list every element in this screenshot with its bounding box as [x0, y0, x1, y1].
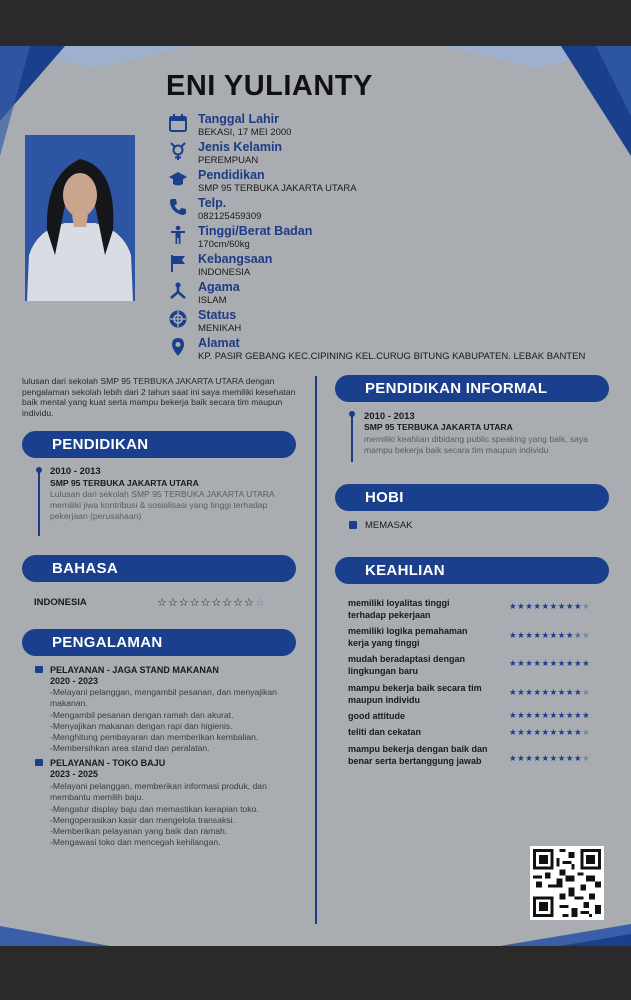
rating-star: ★ — [549, 658, 558, 668]
info-value: 082125459309 — [198, 211, 262, 222]
rating-star: ★ — [509, 727, 518, 737]
skill-name: teliti dan cekatan — [348, 727, 422, 737]
skill-name: mudah beradaptasi dengan lingkungan baru — [348, 654, 466, 676]
info-nationality — [168, 252, 618, 280]
skill-name: mampu bekerja baik secara tim maupun individu — [348, 683, 482, 705]
skill-name: memiliki loyalitas tinggi terhadap pekerjaan — [348, 598, 450, 620]
rating-star: ★ — [549, 753, 558, 763]
rating-star: ☆ — [167, 597, 179, 609]
rating-star: ★ — [565, 630, 574, 640]
rating-star: ★ — [582, 630, 591, 640]
informal-description: memiliki keahlian dibidang public speaking yang baik, saya mampu bekerja baik secara tim maupun individu — [364, 434, 589, 455]
skill-name: mampu bekerja dengan baik dan benar serta bertanggung jawab — [348, 744, 488, 766]
rating-star: ★ — [509, 630, 518, 640]
calendar-icon — [168, 113, 188, 133]
rating-star: ★ — [574, 601, 583, 611]
info-status — [168, 308, 618, 336]
rating-star: ★ — [549, 727, 558, 737]
experience-description: -Melayani pelanggan, memberikan informasi produk, dan membantu memilih baju. -Mengatur display baju dan memastikan kerapian toko. -Mengoperasikan kasir dan mengelola transaksi. -Memberikan pelayanan yang baik dan ramah. -Mengawasi toko dan mencegah kehilangan. — [50, 781, 267, 848]
rating-star: ★ — [525, 630, 534, 640]
info-label: Status — [198, 308, 237, 322]
rating-star: ★ — [582, 727, 591, 737]
rating-star: ☆ — [233, 597, 244, 609]
rating-star: ★ — [525, 727, 534, 737]
info-phone — [168, 196, 618, 224]
skill-rating — [509, 687, 590, 698]
info-label: Agama — [198, 280, 240, 294]
language-name: INDONESIA — [34, 597, 87, 608]
info-value: MENIKAH — [198, 323, 242, 334]
info-label: Alamat — [198, 336, 240, 350]
timeline-line — [38, 470, 40, 536]
qr-code — [530, 846, 604, 920]
rating-star: ★ — [582, 753, 591, 763]
rating-star: ★ — [517, 687, 526, 697]
rating-star: ☆ — [254, 597, 266, 609]
skill-rating — [509, 710, 590, 721]
rating-star: ★ — [541, 753, 550, 763]
rating-star: ★ — [541, 658, 550, 668]
bottom-bar — [0, 946, 631, 1000]
rating-star: ★ — [557, 727, 566, 737]
rating-star: ★ — [549, 687, 558, 697]
briefcase-icon — [35, 759, 43, 766]
profile-summary: lulusan dari sekolah SMP 95 TERBUKA JAKARTA UTARA dengan pengalaman sekolah lebih dari 2 tahun saat ini saya memiliki kesehatan baik mental yang kuat serta mampu bekerja baik secara tim maupun individu. — [22, 376, 296, 418]
rating-star: ★ — [549, 630, 558, 640]
rating-star: ★ — [574, 630, 583, 640]
rating-star: ★ — [533, 601, 542, 611]
experience-period: 2023 - 2025 — [50, 769, 99, 779]
rating-star: ★ — [517, 658, 526, 668]
hobby-bullet-icon — [349, 521, 357, 529]
rating-star: ☆ — [157, 597, 168, 609]
profile-photo — [25, 135, 135, 301]
phone-icon — [168, 197, 188, 217]
section-header-bahasa: BAHASA — [22, 555, 296, 582]
info-value: KP. PASIR GEBANG KEC.CIPINING KEL.CURUG BITUNG KABUPATEN. LEBAK BANTEN — [198, 351, 586, 362]
info-value: 170cm/60kg — [198, 239, 250, 250]
info-label: Tanggal Lahir — [198, 112, 280, 126]
rating-star: ★ — [549, 601, 558, 611]
rating-star: ★ — [541, 630, 550, 640]
skill-name: memiliki logika pemahaman kerja yang tinggi — [348, 626, 468, 648]
section-header-pengalaman: PENGALAMAN — [22, 629, 296, 656]
informal-period: 2010 - 2013 — [364, 411, 415, 422]
skill-rating — [509, 601, 590, 612]
informal-school: SMP 95 TERBUKA JAKARTA UTARA — [364, 422, 513, 432]
language-rating — [157, 596, 266, 609]
skill-rating — [509, 753, 590, 764]
rating-star: ★ — [541, 687, 550, 697]
rating-star: ★ — [517, 601, 526, 611]
rating-star: ★ — [533, 710, 542, 720]
person-icon — [168, 225, 188, 245]
skill-name: good attitude — [348, 711, 405, 721]
rating-star: ★ — [533, 658, 542, 668]
info-birth — [168, 112, 618, 140]
info-address — [168, 336, 618, 364]
flag-icon — [168, 253, 188, 273]
location-pin-icon — [168, 337, 188, 357]
skill-rating — [509, 630, 590, 641]
experience-period: 2020 - 2023 — [50, 676, 99, 686]
rating-star: ☆ — [178, 597, 190, 609]
rating-star: ★ — [517, 630, 526, 640]
rating-star: ★ — [533, 630, 542, 640]
education-period: 2010 - 2013 — [50, 466, 101, 477]
candidate-name: ENI YULIANTY — [166, 70, 373, 102]
info-education — [168, 168, 618, 196]
rating-star: ☆ — [211, 597, 223, 609]
rating-star: ★ — [533, 753, 542, 763]
info-value: INDONESIA — [198, 267, 251, 278]
rating-star: ★ — [525, 658, 534, 668]
rating-star: ★ — [525, 710, 534, 720]
rating-star: ★ — [517, 753, 526, 763]
rating-star: ★ — [517, 727, 526, 737]
info-religion — [168, 280, 618, 308]
skill-rating — [509, 658, 590, 669]
info-value: BEKASI, 17 MEI 2000 — [198, 127, 292, 138]
info-height-weight — [168, 224, 618, 252]
top-bar — [0, 0, 631, 46]
info-value: ISLAM — [198, 295, 227, 306]
rating-star: ☆ — [200, 597, 212, 609]
rating-star: ★ — [582, 687, 591, 697]
rating-star: ★ — [557, 630, 566, 640]
rating-star: ☆ — [189, 597, 201, 609]
rating-star: ★ — [565, 601, 574, 611]
experience-title: PELAYANAN - JAGA STAND MAKANAN — [50, 665, 219, 675]
rating-star: ★ — [541, 710, 550, 720]
info-value: SMP 95 TERBUKA JAKARTA UTARA — [198, 183, 357, 194]
rating-star: ★ — [525, 601, 534, 611]
rating-star: ★ — [565, 687, 574, 697]
religion-icon — [168, 281, 188, 301]
rating-star: ★ — [517, 710, 526, 720]
section-header-pendidikan: PENDIDIKAN — [22, 431, 296, 458]
rating-star: ☆ — [244, 597, 255, 609]
rating-star: ★ — [582, 658, 591, 668]
graduation-cap-icon — [168, 169, 188, 189]
timeline-line — [351, 414, 353, 462]
rating-star: ★ — [582, 601, 591, 611]
info-label: Telp. — [198, 196, 227, 210]
info-label: Kebangsaan — [198, 252, 273, 266]
info-label: Jenis Kelamin — [198, 140, 283, 154]
briefcase-icon — [35, 666, 43, 673]
rating-star: ★ — [509, 753, 518, 763]
rating-star: ★ — [565, 727, 574, 737]
skill-rating — [509, 727, 590, 738]
hobby-item: MEMASAK — [365, 520, 413, 531]
rating-star: ★ — [509, 601, 518, 611]
rating-star: ★ — [574, 710, 583, 720]
gender-icon — [168, 141, 188, 161]
section-header-hobi: HOBI — [335, 484, 609, 511]
rating-star: ★ — [574, 727, 583, 737]
education-description: Lulusan dari sekolah SMP 95 TERBUKA JAKARTA UTARA memiliki jiwa kontribusi & sosialisasi yang tinggi terhadap pekerjaan (perusahaan) — [50, 489, 275, 521]
section-header-keahlian: KEAHLIAN — [335, 557, 609, 584]
rating-star: ★ — [557, 601, 566, 611]
rating-star: ★ — [509, 658, 518, 668]
rating-star: ★ — [574, 658, 583, 668]
rating-star: ★ — [565, 710, 574, 720]
rating-star: ★ — [541, 727, 550, 737]
rating-star: ★ — [541, 601, 550, 611]
rating-star: ★ — [574, 753, 583, 763]
rating-star: ★ — [557, 658, 566, 668]
info-value: PEREMPUAN — [198, 155, 259, 166]
rating-star: ★ — [557, 710, 566, 720]
rating-star: ★ — [557, 753, 566, 763]
rating-star: ★ — [533, 687, 542, 697]
rating-star: ★ — [509, 687, 518, 697]
section-header-pendidikan-informal: PENDIDIKAN INFORMAL — [335, 375, 609, 402]
info-gender — [168, 140, 618, 168]
rating-star: ★ — [549, 710, 558, 720]
rating-star: ★ — [565, 753, 574, 763]
cv-page — [0, 46, 631, 946]
rating-star: ★ — [525, 687, 534, 697]
rating-star: ★ — [582, 710, 591, 720]
experience-title: PELAYANAN - TOKO BAJU — [50, 758, 166, 768]
experience-description: -Melayani pelanggan, mengambil pesanan, dan menyajikan makanan. -Mengambil pesanan dengan ramah dan akurat. -Menyajikan makanan dengan rapi dan higienis. -Menghitung pembayaran dan memberikan kembalian. -Membersihkan area stand dan peralatan. — [50, 687, 277, 754]
rating-star: ★ — [557, 687, 566, 697]
info-label: Pendidikan — [198, 168, 265, 182]
rating-star: ☆ — [222, 597, 234, 609]
education-school: SMP 95 TERBUKA JAKARTA UTARA — [50, 478, 199, 488]
column-divider — [315, 376, 317, 924]
ring-icon — [168, 309, 188, 329]
info-label: Tinggi/Berat Badan — [198, 224, 313, 238]
rating-star: ★ — [533, 727, 542, 737]
rating-star: ★ — [509, 710, 518, 720]
rating-star: ★ — [574, 687, 583, 697]
rating-star: ★ — [525, 753, 534, 763]
rating-star: ★ — [565, 658, 574, 668]
